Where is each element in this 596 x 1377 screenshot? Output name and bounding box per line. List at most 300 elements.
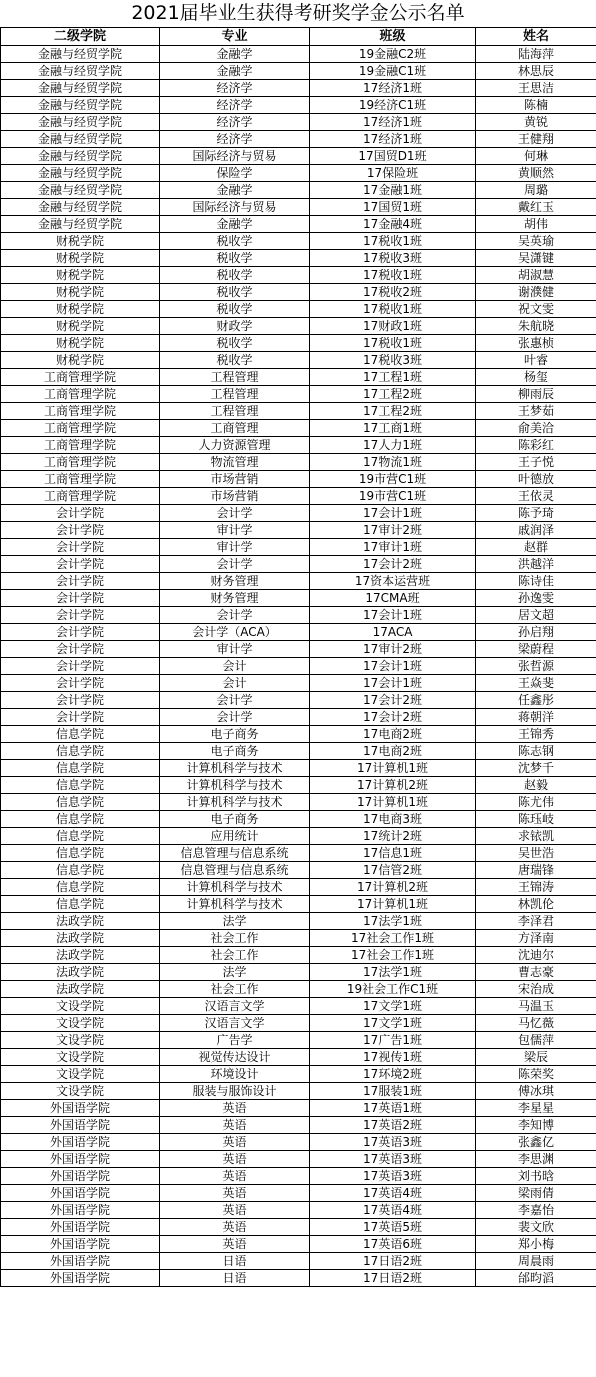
cell-name: 蒋朝洋 [476,709,596,726]
cell-class: 17电商2班 [310,726,476,743]
table-row [1,284,596,301]
table-row [1,845,596,862]
cell-major: 会计 [160,658,310,675]
table-row [1,777,596,794]
scholarship-table [0,27,596,1287]
cell-class: 17审计2班 [310,641,476,658]
cell-major: 财务管理 [160,590,310,607]
cell-class: 17税收3班 [310,352,476,369]
cell-major: 会计学 [160,505,310,522]
cell-major: 会计学 [160,709,310,726]
cell-college: 工商管理学院 [1,420,160,437]
cell-name: 俞美洽 [476,420,596,437]
cell-major: 税收学 [160,233,310,250]
cell-major: 金融学 [160,216,310,233]
cell-name: 陈予琦 [476,505,596,522]
cell-college: 外国语学院 [1,1134,160,1151]
table-row [1,1202,596,1219]
cell-major: 英语 [160,1219,310,1236]
cell-name: 陈楠 [476,97,596,114]
cell-major: 审计学 [160,539,310,556]
cell-college: 财税学院 [1,335,160,352]
cell-class: 17会计1班 [310,675,476,692]
cell-name: 叶睿 [476,352,596,369]
table-row [1,607,596,624]
cell-class: 17经济1班 [310,131,476,148]
cell-class: 17国贸D1班 [310,148,476,165]
cell-college: 财税学院 [1,301,160,318]
cell-major: 英语 [160,1117,310,1134]
table-row [1,267,596,284]
cell-college: 财税学院 [1,250,160,267]
cell-name: 洪越洋 [476,556,596,573]
cell-college: 会计学院 [1,556,160,573]
cell-name: 周璐 [476,182,596,199]
cell-name: 朱航晓 [476,318,596,335]
cell-name: 陈珏岐 [476,811,596,828]
cell-college: 外国语学院 [1,1117,160,1134]
cell-college: 会计学院 [1,658,160,675]
table-row [1,386,596,403]
cell-class: 17税收3班 [310,250,476,267]
cell-name: 求铱凯 [476,828,596,845]
cell-major: 税收学 [160,284,310,301]
cell-college: 信息学院 [1,828,160,845]
cell-name: 戴红玉 [476,199,596,216]
table-row [1,828,596,845]
cell-class: 19金融C2班 [310,46,476,63]
table-row [1,46,596,63]
table-row [1,1168,596,1185]
cell-class: 17文学1班 [310,998,476,1015]
cell-name: 李嘉怡 [476,1202,596,1219]
cell-college: 外国语学院 [1,1100,160,1117]
cell-college: 法政学院 [1,981,160,998]
cell-class: 19市营C1班 [310,471,476,488]
cell-name: 孙逸雯 [476,590,596,607]
cell-class: 17税收1班 [310,301,476,318]
cell-major: 法学 [160,964,310,981]
cell-class: 17电商3班 [310,811,476,828]
cell-major: 经济学 [160,131,310,148]
cell-major: 服装与服饰设计 [160,1083,310,1100]
cell-name: 宋治成 [476,981,596,998]
cell-class: 17税收1班 [310,335,476,352]
cell-class: 17文学1班 [310,1015,476,1032]
cell-major: 英语 [160,1202,310,1219]
table-row [1,998,596,1015]
table-row [1,1015,596,1032]
page-title: 2021届毕业生获得考研奖学金公示名单 [131,2,465,24]
cell-major: 税收学 [160,335,310,352]
cell-name: 祝文雯 [476,301,596,318]
table-row [1,794,596,811]
cell-class: 17英语6班 [310,1236,476,1253]
cell-class: 17ACA [310,624,476,641]
cell-class: 17CMA班 [310,590,476,607]
table-row [1,675,596,692]
header-class: 班级 [310,28,476,46]
cell-class: 17英语3班 [310,1134,476,1151]
cell-major: 会计学 [160,556,310,573]
table-row [1,964,596,981]
cell-class: 17计算机1班 [310,896,476,913]
cell-major: 国际经济与贸易 [160,199,310,216]
cell-major: 应用统计 [160,828,310,845]
table-row [1,301,596,318]
table-row [1,1236,596,1253]
cell-college: 法政学院 [1,964,160,981]
cell-class: 17法学1班 [310,913,476,930]
cell-college: 法政学院 [1,947,160,964]
cell-name: 陆海萍 [476,46,596,63]
table-row [1,114,596,131]
cell-class: 17工程2班 [310,403,476,420]
cell-major: 金融学 [160,182,310,199]
cell-major: 审计学 [160,522,310,539]
cell-college: 信息学院 [1,777,160,794]
cell-major: 广告学 [160,1032,310,1049]
cell-class: 17会计2班 [310,692,476,709]
cell-name: 马温玉 [476,998,596,1015]
cell-class: 17税收2班 [310,284,476,301]
cell-class: 17保险班 [310,165,476,182]
table-row [1,879,596,896]
cell-name: 张鑫亿 [476,1134,596,1151]
cell-college: 信息学院 [1,896,160,913]
cell-name: 陈尤伟 [476,794,596,811]
cell-college: 外国语学院 [1,1151,160,1168]
cell-major: 环境设计 [160,1066,310,1083]
table-row [1,1083,596,1100]
cell-college: 财税学院 [1,284,160,301]
cell-name: 黄锐 [476,114,596,131]
cell-name: 郑小梅 [476,1236,596,1253]
cell-college: 文设学院 [1,1083,160,1100]
cell-class: 17工商1班 [310,420,476,437]
cell-name: 王锦涛 [476,879,596,896]
cell-college: 会计学院 [1,641,160,658]
cell-college: 法政学院 [1,913,160,930]
cell-college: 文设学院 [1,1049,160,1066]
table-row [1,403,596,420]
cell-name: 刘书晗 [476,1168,596,1185]
cell-major: 日语 [160,1270,310,1287]
cell-class: 17日语2班 [310,1270,476,1287]
cell-name: 裴文欣 [476,1219,596,1236]
cell-major: 电子商务 [160,743,310,760]
cell-name: 王依灵 [476,488,596,505]
cell-class: 17计算机2班 [310,777,476,794]
cell-name: 李泽君 [476,913,596,930]
cell-major: 审计学 [160,641,310,658]
table-row [1,165,596,182]
cell-college: 文设学院 [1,1015,160,1032]
cell-college: 文设学院 [1,998,160,1015]
cell-major: 经济学 [160,114,310,131]
cell-name: 孙启翔 [476,624,596,641]
table-row [1,913,596,930]
cell-major: 工程管理 [160,386,310,403]
cell-name: 周晨雨 [476,1253,596,1270]
cell-name: 陈诗佳 [476,573,596,590]
cell-name: 梁辰 [476,1049,596,1066]
cell-major: 汉语言文学 [160,998,310,1015]
table-row [1,1100,596,1117]
cell-name: 林思辰 [476,63,596,80]
cell-major: 国际经济与贸易 [160,148,310,165]
cell-name: 李思渊 [476,1151,596,1168]
cell-college: 工商管理学院 [1,454,160,471]
table-row [1,556,596,573]
cell-major: 计算机科学与技术 [160,879,310,896]
cell-name: 戚润泽 [476,522,596,539]
cell-class: 17经济1班 [310,80,476,97]
cell-major: 英语 [160,1134,310,1151]
cell-name: 沈梦千 [476,760,596,777]
cell-class: 17财政1班 [310,318,476,335]
cell-college: 金融与经贸学院 [1,63,160,80]
cell-major: 社会工作 [160,981,310,998]
table-row [1,1049,596,1066]
cell-college: 金融与经贸学院 [1,182,160,199]
cell-major: 英语 [160,1168,310,1185]
cell-college: 财税学院 [1,267,160,284]
cell-major: 财政学 [160,318,310,335]
cell-major: 物流管理 [160,454,310,471]
cell-major: 英语 [160,1100,310,1117]
table-row [1,981,596,998]
cell-name: 何琳 [476,148,596,165]
cell-major: 英语 [160,1236,310,1253]
cell-class: 17英语2班 [310,1117,476,1134]
table-row [1,522,596,539]
table-row [1,216,596,233]
cell-class: 17计算机2班 [310,879,476,896]
cell-class: 17金融1班 [310,182,476,199]
cell-college: 会计学院 [1,624,160,641]
cell-major: 计算机科学与技术 [160,896,310,913]
cell-class: 17英语4班 [310,1202,476,1219]
cell-class: 17工程2班 [310,386,476,403]
cell-college: 金融与经贸学院 [1,131,160,148]
cell-name: 包儒萍 [476,1032,596,1049]
cell-name: 陈彩红 [476,437,596,454]
cell-major: 金融学 [160,63,310,80]
cell-class: 17人力1班 [310,437,476,454]
cell-major: 会计学 [160,692,310,709]
cell-college: 法政学院 [1,930,160,947]
cell-class: 17英语5班 [310,1219,476,1236]
cell-name: 方泽南 [476,930,596,947]
cell-college: 外国语学院 [1,1202,160,1219]
table-row [1,709,596,726]
cell-major: 市场营销 [160,488,310,505]
table-row [1,199,596,216]
cell-college: 信息学院 [1,726,160,743]
cell-college: 信息学院 [1,743,160,760]
cell-class: 17社会工作1班 [310,930,476,947]
cell-college: 工商管理学院 [1,369,160,386]
table-row [1,930,596,947]
cell-name: 王思洁 [476,80,596,97]
table-row [1,760,596,777]
cell-college: 工商管理学院 [1,403,160,420]
table-row [1,335,596,352]
cell-college: 会计学院 [1,505,160,522]
cell-college: 金融与经贸学院 [1,46,160,63]
table-row [1,80,596,97]
cell-college: 会计学院 [1,692,160,709]
table-row [1,1270,596,1287]
cell-college: 会计学院 [1,675,160,692]
cell-class: 17经济1班 [310,114,476,131]
table-row [1,811,596,828]
cell-college: 金融与经贸学院 [1,80,160,97]
table-row [1,1066,596,1083]
cell-major: 计算机科学与技术 [160,777,310,794]
cell-college: 会计学院 [1,590,160,607]
table-row [1,692,596,709]
cell-name: 沈迪尔 [476,947,596,964]
cell-major: 英语 [160,1151,310,1168]
cell-major: 计算机科学与技术 [160,760,310,777]
cell-name: 李知博 [476,1117,596,1134]
table-row [1,624,596,641]
cell-class: 19市营C1班 [310,488,476,505]
cell-name: 赵毅 [476,777,596,794]
cell-major: 视觉传达设计 [160,1049,310,1066]
cell-class: 17审计1班 [310,539,476,556]
cell-name: 王锦秀 [476,726,596,743]
cell-name: 胡淑慧 [476,267,596,284]
cell-major: 计算机科学与技术 [160,794,310,811]
cell-college: 金融与经贸学院 [1,114,160,131]
table-row [1,590,596,607]
table-row [1,1185,596,1202]
cell-college: 外国语学院 [1,1185,160,1202]
cell-college: 财税学院 [1,352,160,369]
cell-college: 金融与经贸学院 [1,165,160,182]
cell-major: 信息管理与信息系统 [160,845,310,862]
cell-college: 财税学院 [1,318,160,335]
cell-name: 赵群 [476,539,596,556]
cell-major: 会计 [160,675,310,692]
cell-college: 外国语学院 [1,1236,160,1253]
table-row [1,947,596,964]
cell-college: 会计学院 [1,522,160,539]
header-college: 二级学院 [1,28,160,46]
table-row [1,539,596,556]
cell-name: 陈荣奖 [476,1066,596,1083]
cell-name: 马忆薇 [476,1015,596,1032]
cell-major: 工商管理 [160,420,310,437]
cell-college: 会计学院 [1,709,160,726]
table-row [1,148,596,165]
cell-college: 信息学院 [1,862,160,879]
cell-major: 金融学 [160,46,310,63]
cell-class: 17会计2班 [310,709,476,726]
cell-class: 17日语2班 [310,1253,476,1270]
cell-name: 梁雨倩 [476,1185,596,1202]
cell-class: 17电商2班 [310,743,476,760]
cell-major: 工程管理 [160,403,310,420]
cell-major: 保险学 [160,165,310,182]
table-row [1,250,596,267]
cell-class: 17视传1班 [310,1049,476,1066]
cell-major: 电子商务 [160,726,310,743]
cell-class: 17统计2班 [310,828,476,845]
cell-college: 金融与经贸学院 [1,148,160,165]
table-row [1,658,596,675]
cell-college: 信息学院 [1,845,160,862]
cell-name: 吴英瑜 [476,233,596,250]
cell-major: 社会工作 [160,930,310,947]
table-row [1,573,596,590]
cell-college: 工商管理学院 [1,471,160,488]
cell-name: 张哲源 [476,658,596,675]
cell-name: 胡伟 [476,216,596,233]
cell-class: 17英语4班 [310,1185,476,1202]
table-row [1,505,596,522]
cell-college: 会计学院 [1,573,160,590]
cell-college: 信息学院 [1,811,160,828]
cell-class: 17环境2班 [310,1066,476,1083]
cell-college: 金融与经贸学院 [1,216,160,233]
cell-major: 市场营销 [160,471,310,488]
cell-name: 傅冰琪 [476,1083,596,1100]
cell-name: 张惠桢 [476,335,596,352]
cell-class: 17计算机1班 [310,760,476,777]
cell-college: 会计学院 [1,607,160,624]
cell-college: 信息学院 [1,879,160,896]
cell-name: 任鑫彤 [476,692,596,709]
cell-college: 金融与经贸学院 [1,199,160,216]
cell-name: 林凯伦 [476,896,596,913]
table-row [1,352,596,369]
cell-name: 谢濮健 [476,284,596,301]
header-name: 姓名 [476,28,596,46]
cell-college: 文设学院 [1,1032,160,1049]
cell-name: 王焱斐 [476,675,596,692]
cell-major: 会计学 [160,607,310,624]
cell-name: 柳雨辰 [476,386,596,403]
cell-major: 日语 [160,1253,310,1270]
cell-class: 17税收1班 [310,267,476,284]
cell-class: 17工程1班 [310,369,476,386]
cell-name: 居文超 [476,607,596,624]
cell-major: 汉语言文学 [160,1015,310,1032]
cell-class: 17会计1班 [310,658,476,675]
cell-class: 17会计1班 [310,607,476,624]
table-row [1,1151,596,1168]
cell-major: 电子商务 [160,811,310,828]
cell-name: 杨玺 [476,369,596,386]
table-row [1,233,596,250]
table-row [1,471,596,488]
cell-college: 外国语学院 [1,1219,160,1236]
table-row [1,63,596,80]
cell-college: 会计学院 [1,539,160,556]
table-row [1,641,596,658]
cell-name: 吴潇键 [476,250,596,267]
cell-name: 黄顺然 [476,165,596,182]
cell-major: 信息管理与信息系统 [160,862,310,879]
cell-major: 税收学 [160,301,310,318]
table-row [1,454,596,471]
cell-class: 17社会工作1班 [310,947,476,964]
cell-name: 王梦茹 [476,403,596,420]
